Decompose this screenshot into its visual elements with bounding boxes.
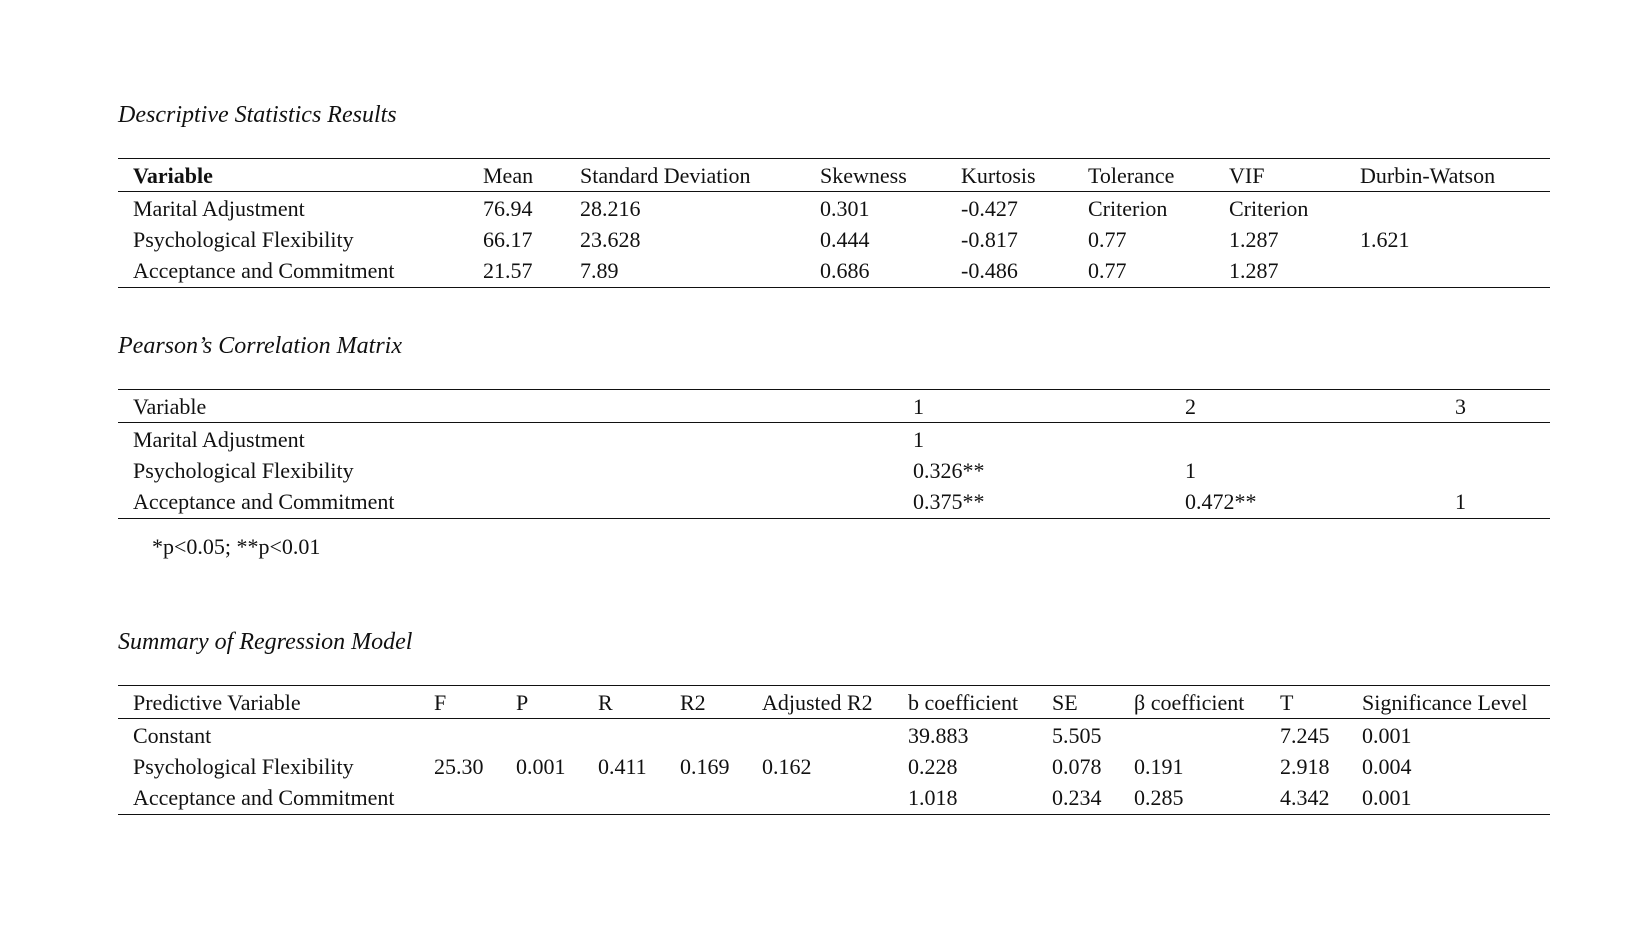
table-cell: 0.411 bbox=[598, 753, 647, 779]
table-cell: 1.018 bbox=[908, 785, 958, 811]
table-cell bbox=[1440, 423, 1550, 455]
descriptive-caption: Descriptive Statistics Results bbox=[118, 102, 397, 128]
descriptive-header-durbin-watson: Durbin-Watson bbox=[1360, 163, 1496, 188]
table-cell bbox=[1440, 455, 1550, 487]
table-cell: 21.57 bbox=[483, 258, 533, 284]
table-cell: 0.162 bbox=[762, 753, 812, 779]
table-cell: 0.228 bbox=[908, 753, 958, 779]
regression-caption: Summary of Regression Model bbox=[118, 629, 413, 655]
table-cell: 0.191 bbox=[1134, 753, 1184, 779]
descriptive-header-variable: Variable bbox=[133, 163, 213, 188]
table-cell: 0.301 bbox=[820, 196, 870, 222]
table-cell: 1.621 bbox=[1360, 226, 1410, 252]
table-row bbox=[118, 256, 1550, 288]
correlation-header-3: 3 bbox=[1455, 394, 1466, 419]
regression-header-p: P bbox=[516, 690, 529, 715]
table-row bbox=[118, 192, 1550, 224]
descriptive-header-mean: Mean bbox=[483, 163, 534, 188]
descriptive-header-skewness: Skewness bbox=[820, 163, 907, 188]
table-cell: 5.505 bbox=[1052, 723, 1102, 749]
correlation-table bbox=[118, 389, 1550, 519]
descriptive-header-row bbox=[118, 159, 1550, 192]
table-cell: 0.078 bbox=[1052, 753, 1102, 779]
table-row bbox=[118, 751, 1550, 783]
table-cell bbox=[747, 783, 893, 815]
table-cell: -0.427 bbox=[961, 196, 1018, 222]
correlation-caption: Pearson’s Correlation Matrix bbox=[118, 333, 403, 359]
regression-header-adjusted-r2: Adjusted R2 bbox=[762, 690, 873, 715]
descriptive-table bbox=[118, 158, 1550, 288]
table-row bbox=[118, 423, 1550, 455]
table-cell: 23.628 bbox=[580, 226, 641, 252]
table-cell bbox=[665, 719, 747, 751]
table-cell: 28.216 bbox=[580, 196, 641, 222]
table-cell: -0.817 bbox=[961, 226, 1018, 252]
table-cell: 0.77 bbox=[1088, 258, 1127, 284]
table-cell: 1.287 bbox=[1229, 226, 1279, 252]
regression-header-se: SE bbox=[1052, 690, 1078, 715]
table-cell: 2.918 bbox=[1280, 753, 1330, 779]
table-cell bbox=[501, 783, 583, 815]
table-cell: 0.004 bbox=[1362, 753, 1412, 779]
descriptive-header-tolerance: Tolerance bbox=[1088, 163, 1175, 188]
table-cell bbox=[583, 783, 665, 815]
table-cell: 0.234 bbox=[1052, 785, 1102, 811]
table-row bbox=[118, 783, 1550, 815]
table-cell: 0.001 bbox=[1362, 723, 1412, 749]
table-cell: 0.285 bbox=[1134, 785, 1184, 811]
table-cell: 0.001 bbox=[516, 753, 566, 779]
regression-header-predictive-variable: Predictive Variable bbox=[133, 690, 301, 715]
regression-table bbox=[118, 685, 1550, 815]
regression-header-beta-coefficient: β coefficient bbox=[1134, 690, 1245, 715]
table-cell: 76.94 bbox=[483, 196, 533, 222]
table-cell bbox=[1345, 256, 1550, 288]
table-cell bbox=[665, 783, 747, 815]
regression-header-b-coefficient: b coefficient bbox=[908, 690, 1019, 715]
table-row bbox=[118, 487, 1550, 519]
significance-note: *p<0.05; **p<0.01 bbox=[152, 534, 321, 559]
table-cell bbox=[1170, 423, 1440, 455]
regression-header-f: F bbox=[434, 690, 447, 715]
table-cell: Acceptance and Commitment bbox=[133, 258, 395, 284]
table-cell bbox=[419, 783, 501, 815]
correlation-header-row bbox=[118, 390, 1550, 423]
table-cell bbox=[1119, 719, 1265, 751]
table-row bbox=[118, 719, 1550, 751]
table-cell: 0.444 bbox=[820, 226, 870, 252]
table-cell: -0.486 bbox=[961, 258, 1018, 284]
table-cell: Psychological Flexibility bbox=[133, 753, 354, 779]
table-cell: 1 bbox=[913, 427, 924, 453]
table-cell: 25.30 bbox=[434, 753, 484, 779]
table-cell: Marital Adjustment bbox=[133, 427, 305, 453]
table-row bbox=[118, 224, 1550, 256]
descriptive-header-vif: VIF bbox=[1229, 163, 1265, 188]
table-cell: 0.169 bbox=[680, 753, 730, 779]
correlation-header-variable: Variable bbox=[133, 394, 207, 419]
table-cell bbox=[1345, 192, 1550, 224]
table-cell: 66.17 bbox=[483, 226, 533, 252]
table-cell bbox=[419, 719, 501, 751]
descriptive-header-sd: Standard Deviation bbox=[580, 163, 751, 188]
table-cell: 7.89 bbox=[580, 258, 619, 284]
table-cell: 0.375** bbox=[913, 489, 985, 515]
table-cell: 0.77 bbox=[1088, 226, 1127, 252]
table-cell: Constant bbox=[133, 723, 212, 749]
table-cell: 1.287 bbox=[1229, 258, 1279, 284]
table-cell: Marital Adjustment bbox=[133, 196, 305, 222]
table-cell: 4.342 bbox=[1280, 785, 1330, 811]
table-cell: Criterion bbox=[1088, 196, 1168, 222]
table-cell bbox=[747, 719, 893, 751]
regression-header-r2: R2 bbox=[680, 690, 706, 715]
table-cell: 0.326** bbox=[913, 457, 985, 483]
table-cell: 0.472** bbox=[1185, 489, 1257, 515]
table-cell: 39.883 bbox=[908, 723, 969, 749]
table-cell: Acceptance and Commitment bbox=[133, 489, 395, 515]
table-cell: 0.001 bbox=[1362, 785, 1412, 811]
table-row bbox=[118, 455, 1550, 487]
regression-header-significance-level: Significance Level bbox=[1362, 690, 1528, 715]
regression-header-row bbox=[118, 686, 1550, 719]
table-cell bbox=[583, 719, 665, 751]
table-cell: 1 bbox=[1185, 457, 1196, 483]
table-cell: Psychological Flexibility bbox=[133, 457, 354, 483]
table-cell: 7.245 bbox=[1280, 723, 1330, 749]
correlation-header-2: 2 bbox=[1185, 394, 1196, 419]
table-cell: 0.686 bbox=[820, 258, 870, 284]
regression-header-t: T bbox=[1280, 690, 1294, 715]
table-cell bbox=[501, 719, 583, 751]
table-cell: 1 bbox=[1455, 489, 1466, 515]
descriptive-header-kurtosis: Kurtosis bbox=[961, 163, 1036, 188]
regression-header-r: R bbox=[598, 690, 613, 715]
table-cell: Acceptance and Commitment bbox=[133, 785, 395, 811]
table-cell: Criterion bbox=[1229, 196, 1309, 222]
table-cell: Psychological Flexibility bbox=[133, 226, 354, 252]
correlation-header-1: 1 bbox=[913, 394, 924, 419]
